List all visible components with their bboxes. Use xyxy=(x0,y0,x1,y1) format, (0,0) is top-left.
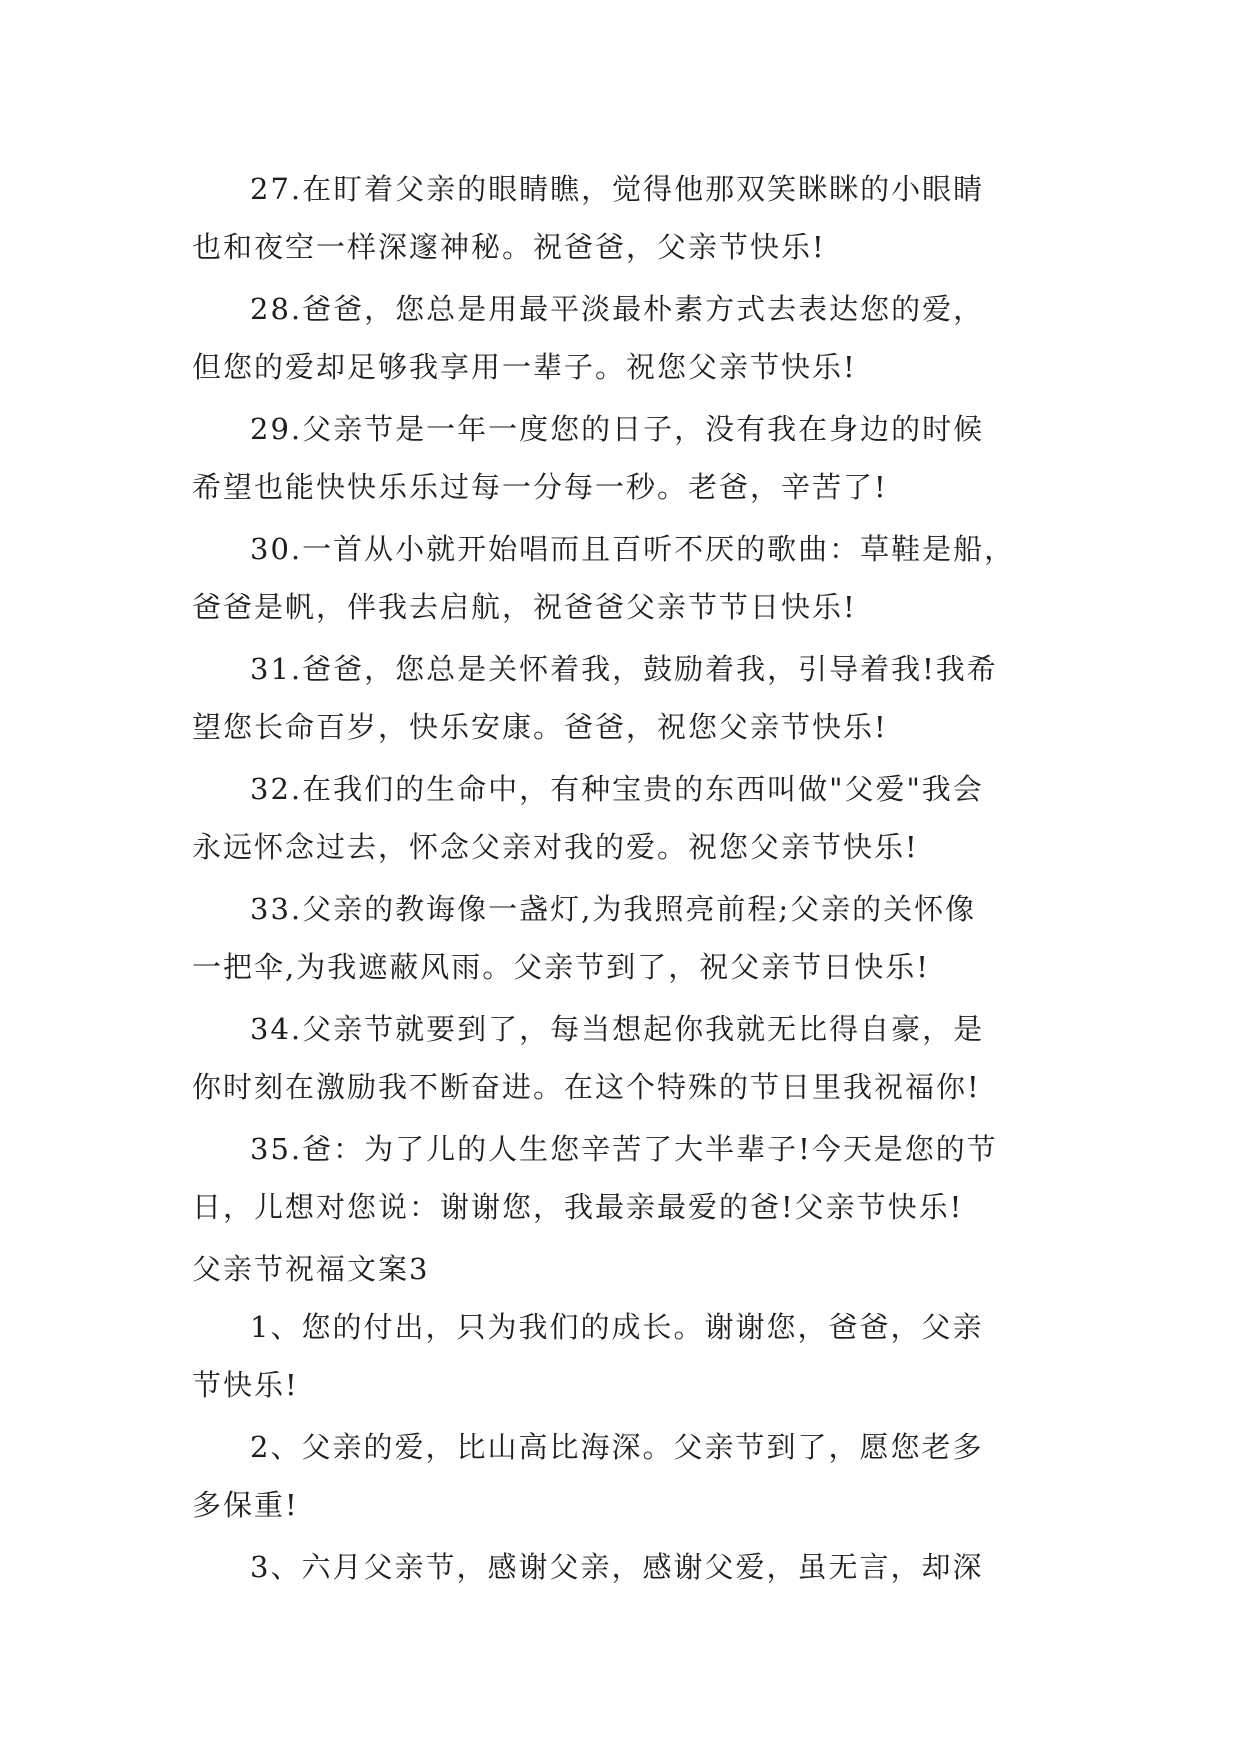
document-body xyxy=(192,160,1052,1600)
section-paragraph-2 xyxy=(192,1418,1052,1534)
paragraph-line: 节快乐! xyxy=(192,1368,299,1402)
paragraph-31 xyxy=(192,640,1052,756)
paragraph-33 xyxy=(192,880,1052,996)
paragraph-line: 爸爸是帆，伴我去启航，祝爸爸父亲节节日快乐! xyxy=(192,590,857,624)
paragraph-line: 日，儿想对您说：谢谢您，我最亲最爱的爸!父亲节快乐! xyxy=(192,1190,964,1224)
paragraph-line: 希望也能快快乐乐过每一分每一秒。老爸，辛苦了! xyxy=(192,470,888,504)
paragraph-line: 31.爸爸，您总是关怀着我，鼓励着我，引导着我!我希 xyxy=(250,652,998,686)
paragraph-line: 但您的爱却足够我享用一辈子。祝您父亲节快乐! xyxy=(192,350,857,384)
paragraph-line: 多保重! xyxy=(192,1488,299,1522)
paragraph-line: 30.一首从小就开始唱而且百听不厌的歌曲：草鞋是船， xyxy=(250,532,1016,566)
paragraph-27 xyxy=(192,160,1052,276)
paragraph-29 xyxy=(192,400,1052,516)
paragraph-34 xyxy=(192,1000,1052,1116)
paragraph-line: 一把伞,为我遮蔽风雨。父亲节到了，祝父亲节日快乐! xyxy=(192,950,930,984)
paragraph-line: 1、您的付出，只为我们的成长。谢谢您，爸爸，父亲 xyxy=(250,1310,984,1344)
paragraph-line: 28.爸爸，您总是用最平淡最朴素方式去表达您的爱， xyxy=(250,292,985,326)
paragraph-line: 望您长命百岁，快乐安康。爸爸，祝您父亲节快乐! xyxy=(192,710,888,744)
paragraph-line: 2、父亲的爱，比山高比海深。父亲节到了，愿您老多 xyxy=(250,1430,984,1464)
paragraph-line: 34.父亲节就要到了，每当想起你我就无比得自豪，是 xyxy=(250,1012,985,1046)
paragraph-30 xyxy=(192,520,1052,636)
paragraph-line: 3、六月父亲节，感谢父亲，感谢父爱，虽无言，却深 xyxy=(250,1550,984,1584)
paragraph-line: 也和夜空一样深邃神秘。祝爸爸，父亲节快乐! xyxy=(192,230,826,264)
paragraph-line: 你时刻在激励我不断奋进。在这个特殊的节日里我祝福你! xyxy=(192,1070,981,1104)
section-heading: 父亲节祝福文案3 xyxy=(192,1252,430,1286)
paragraph-35 xyxy=(192,1120,1052,1236)
section-paragraph-3 xyxy=(192,1538,1052,1596)
paragraph-line: 33.父亲的教诲像一盏灯,为我照亮前程;父亲的关怀像 xyxy=(250,892,977,926)
paragraph-line: 27.在盯着父亲的眼睛瞧，觉得他那双笑眯眯的小眼睛 xyxy=(250,172,985,206)
paragraph-28 xyxy=(192,280,1052,396)
paragraph-32 xyxy=(192,760,1052,876)
paragraph-line: 32.在我们的生命中，有种宝贵的东西叫做"父爱"我会 xyxy=(250,772,984,806)
paragraph-line: 35.爸：为了儿的人生您辛苦了大半辈子!今天是您的节 xyxy=(250,1132,998,1166)
paragraph-line: 永远怀念过去，怀念父亲对我的爱。祝您父亲节快乐! xyxy=(192,830,919,864)
paragraph-line: 29.父亲节是一年一度您的日子，没有我在身边的时候 xyxy=(250,412,985,446)
section-paragraph-1 xyxy=(192,1298,1052,1414)
